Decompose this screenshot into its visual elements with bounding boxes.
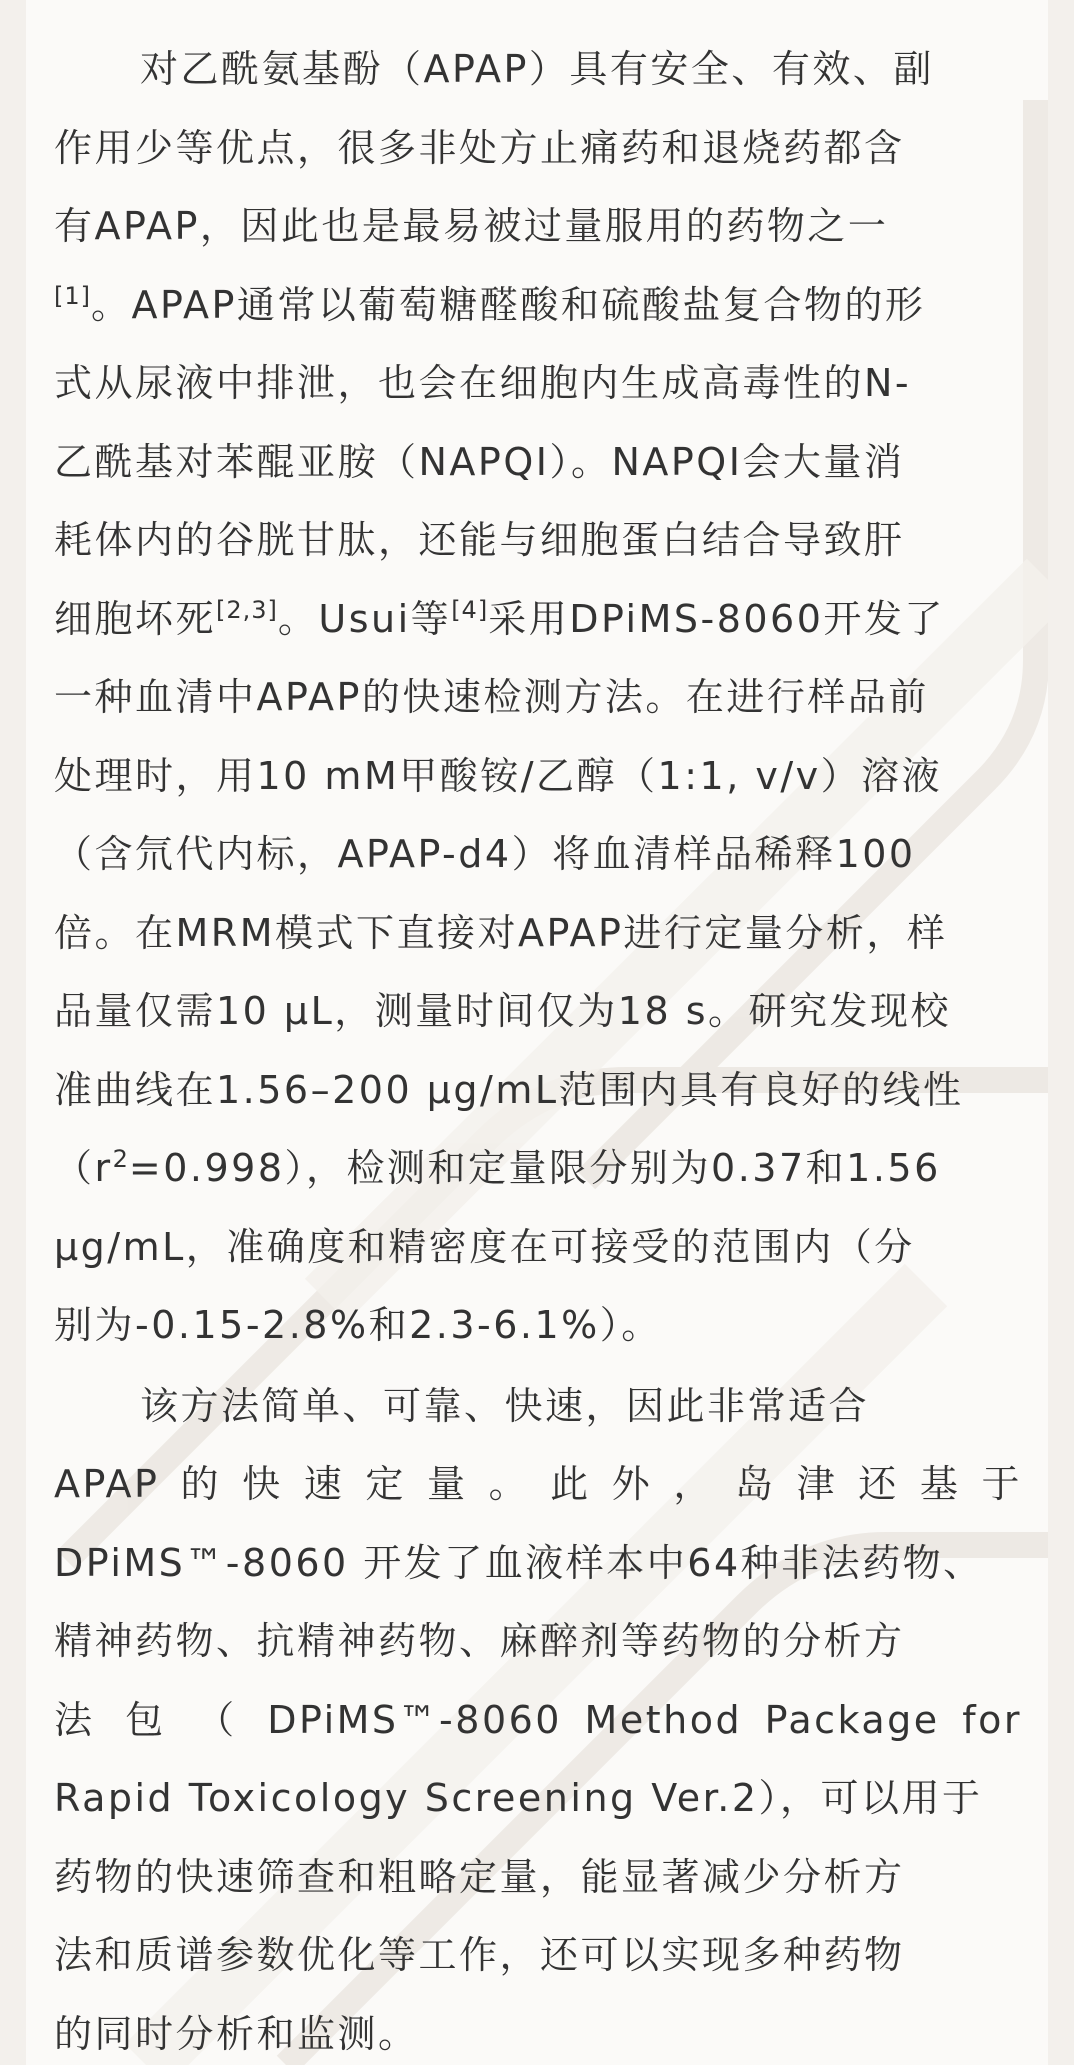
citation-ref: [1] (54, 281, 91, 310)
text-line: 法 包 （ DPiMS™-8060 Method Package for (54, 1697, 1022, 1742)
text-line: $(r^2=0.998)$，检测和定量限分别为0.37和1.56 (54, 1145, 941, 1190)
text-line: APAP的快速定量。此外，岛津还基于 (54, 1462, 1022, 1506)
text-line: 的同时分析和监测。 (54, 2011, 419, 2056)
text-line: 耗体内的谷胱甘肽，还能与细胞蛋白结合导致肝 (54, 518, 905, 562)
text-line: 精神药物、抗精神药物、麻醉剂等药物的分析方 (54, 1619, 905, 1663)
article-body (54, 30, 1022, 2065)
text-line: 作用少等优点，很多非处方止痛药和退烧药都含 (54, 125, 905, 170)
text-line: 细胞坏死[2,3]。Usui等[4]采用DPiMS-8060开发了 (54, 595, 945, 641)
text-line: 品量仅需10 μL，测量时间仅为18 s。研究发现校 (54, 989, 952, 1033)
text-line: 别为-0.15-2.8%和2.3-6.1%）。 (54, 1303, 662, 1347)
text-line: （含氘代内标，APAP-d4）将血清样品稀释100 (54, 832, 916, 876)
paragraph-2 (54, 1367, 1022, 2065)
text-line: 倍。在MRM模式下直接对APAP进行定量分析，样 (54, 910, 948, 955)
superscript: 2 (112, 1145, 129, 1173)
text-line: DPiMS™-8060 开发了血液样本中64种非法药物、 (54, 1540, 984, 1585)
text-line: 处理时，用10 mM甲酸铵/乙醇（1:1, v/v）溶液 (54, 753, 943, 798)
text-line: 乙酰基对苯醌亚胺（NAPQI）。NAPQI会大量消 (54, 439, 905, 484)
text-line: [1]。APAP通常以葡萄糖醛酸和硫酸盐复合物的形 (54, 281, 926, 327)
citation-ref: [2,3] (216, 595, 278, 624)
text-line: 对乙酰氨基酚（APAP）具有安全、有效、副 (140, 47, 934, 91)
text-line: 一种血清中APAP的快速检测方法。在进行样品前 (54, 675, 929, 719)
text-line: 该方法简单、可靠、快速，因此非常适合 (140, 1383, 870, 1428)
text-line: 式从尿液中排泄，也会在细胞内生成高毒性的N- (54, 361, 912, 405)
paragraph-1 (54, 30, 1022, 1365)
document-page (26, 0, 1048, 2065)
text-line: 药物的快速筛查和粗略定量，能显著减少分析方 (54, 1854, 905, 1899)
text-line: 准曲线在1.56–200 μg/mL范围内具有良好的线性 (54, 1067, 964, 1112)
text-line: μg/mL，准确度和精密度在可接受的范围内（分 (54, 1224, 915, 1269)
text-line: 法和质谱参数优化等工作，还可以实现多种药物 (54, 1933, 905, 1977)
text-line: 有APAP，因此也是最易被过量服用的药物之一 (54, 204, 889, 248)
citation-ref: [4] (451, 595, 489, 624)
text-line: Rapid Toxicology Screening Ver.2），可以用于 (54, 1776, 983, 1820)
